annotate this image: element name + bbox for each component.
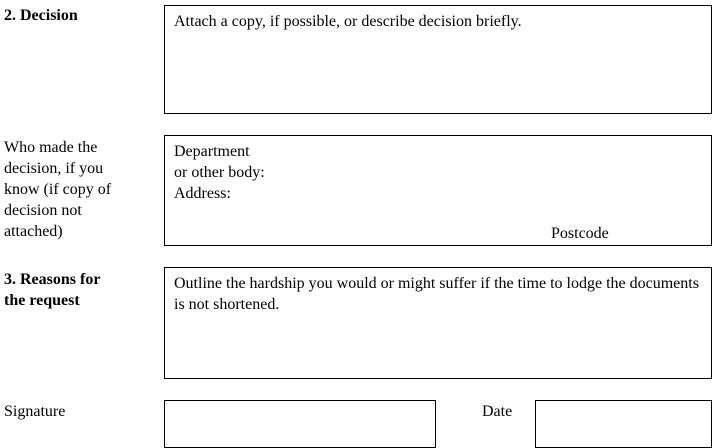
reasons-heading: 3. Reasons for the request	[4, 271, 101, 309]
decision-box[interactable]	[164, 5, 712, 114]
decision-maker-label: Who made the decision, if you know (if copy of decision not attached)	[4, 139, 112, 240]
reasons-instruction: Outline the hardship you would or might suffer if the time to lodge the documents is not shortened.	[174, 275, 699, 313]
decision-maker-box[interactable]	[164, 135, 712, 246]
address-label: Address:	[174, 185, 231, 202]
date-field[interactable]	[535, 400, 712, 448]
department-label: Department or other body:	[174, 143, 265, 181]
decision-heading: 2. Decision	[4, 7, 78, 24]
date-label: Date	[482, 403, 513, 420]
decision-instruction: Attach a copy, if possible, or describe decision briefly.	[174, 13, 522, 30]
signature-field[interactable]	[164, 400, 436, 448]
signature-label: Signature	[4, 403, 66, 420]
postcode-label: Postcode	[551, 225, 609, 242]
reasons-box[interactable]	[164, 267, 712, 379]
